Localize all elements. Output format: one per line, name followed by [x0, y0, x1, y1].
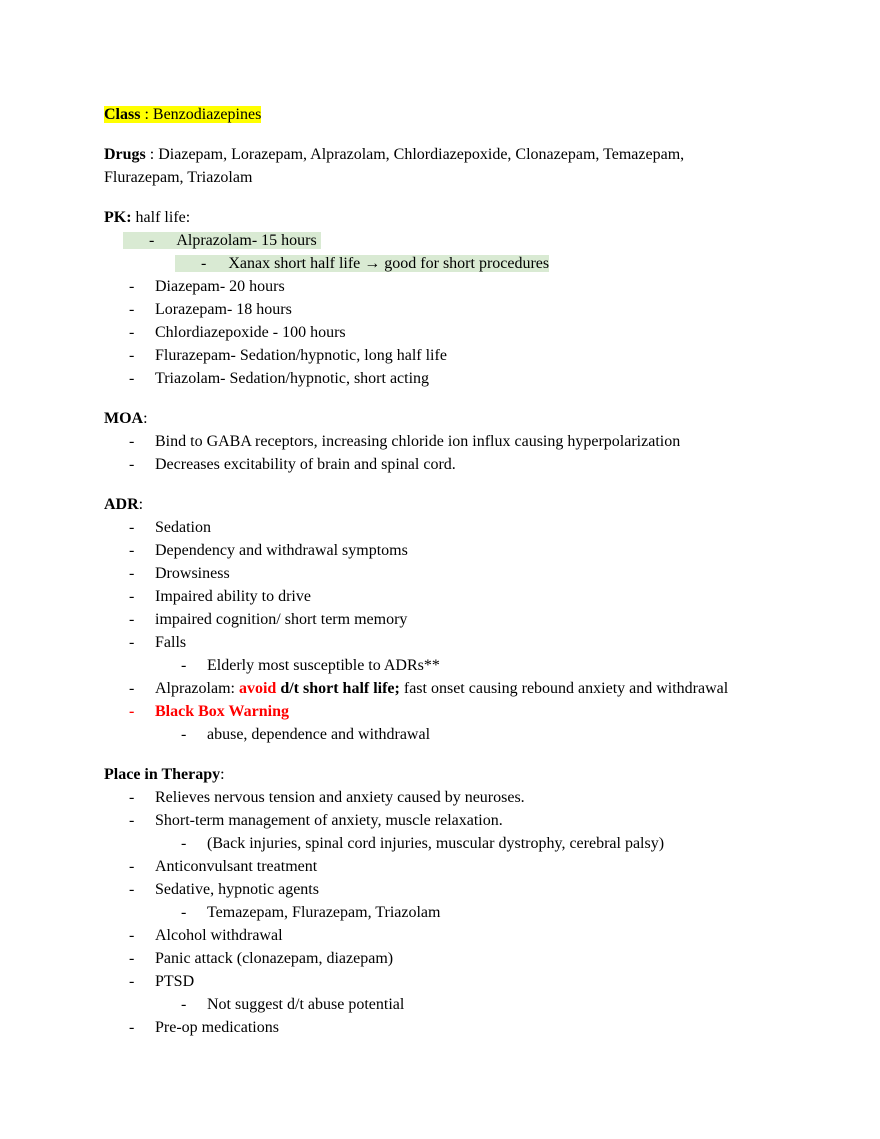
moa-item-text: Decreases excitability of brain and spinal cord. — [155, 456, 456, 473]
list-item — [104, 700, 804, 723]
list-item — [104, 321, 804, 344]
moa-heading — [104, 407, 804, 430]
pk-item-text: Alprazolam- 15 hours — [176, 232, 317, 249]
list-item — [104, 275, 804, 298]
moa-item-text: Bind to GABA receptors, increasing chloride ion influx causing hyperpolarization — [155, 433, 681, 450]
pk-heading — [104, 206, 804, 229]
list-item — [104, 901, 804, 924]
pk-label: PK: — [104, 209, 132, 226]
adr-section — [104, 493, 804, 746]
therapy-label: Place in Therapy — [104, 766, 221, 783]
moa-colon: : — [143, 410, 148, 427]
list-dash: - — [129, 858, 135, 875]
list-dash: - — [129, 1019, 135, 1036]
list-dash: - — [129, 324, 135, 341]
adr-label: ADR — [104, 496, 139, 513]
adr-item-text: Impaired ability to drive — [155, 588, 311, 605]
class-sep: : — [140, 106, 153, 123]
therapy-list — [104, 786, 804, 1039]
drugs-sep: : — [145, 146, 159, 163]
list-item — [104, 562, 804, 585]
list-item — [104, 970, 804, 993]
adr-item-text: Falls — [155, 634, 187, 651]
therapy-colon: : — [220, 766, 225, 783]
class-section — [104, 103, 804, 126]
class-line — [104, 103, 804, 126]
list-item — [104, 654, 804, 677]
adr-item-text: Drowsiness — [155, 565, 230, 582]
therapy-item-text: PTSD — [155, 973, 195, 990]
list-item — [104, 924, 804, 947]
list-item — [104, 430, 804, 453]
adr-heading — [104, 493, 804, 516]
therapy-item-text: Sedative, hypnotic agents — [155, 881, 319, 898]
drugs-value: Diazepam, Lorazepam, Alprazolam, Chlordiazepoxide, Clonazepam, Temazepam, Flurazepam, Triazolam — [104, 146, 685, 186]
list-dash: - — [129, 542, 135, 559]
class-label: Class — [104, 106, 141, 123]
list-dash: - — [129, 565, 135, 582]
list-dash: - — [129, 812, 135, 829]
list-dash: - — [129, 881, 135, 898]
list-item — [104, 832, 804, 855]
moa-label: MOA — [104, 410, 144, 427]
adr-alprazolam-rest: fast onset causing rebound anxiety and withdrawal — [399, 680, 729, 697]
adr-item-text: Dependency and withdrawal symptoms — [155, 542, 408, 559]
list-dash: - — [129, 927, 135, 944]
list-dash: - — [129, 634, 135, 651]
list-dash: - — [129, 703, 135, 720]
list-item — [104, 1016, 804, 1039]
list-dash: - — [181, 657, 187, 674]
pk-item-text: Flurazepam- Sedation/hypnotic, long half life — [155, 347, 447, 364]
drugs-section — [104, 143, 804, 189]
adr-alprazolam-prefix: Alprazolam: — [155, 680, 239, 697]
list-item — [104, 539, 804, 562]
list-item — [104, 453, 804, 476]
list-dash: - — [129, 950, 135, 967]
document-content — [104, 103, 804, 1056]
therapy-item-text: Anticonvulsant treatment — [155, 858, 318, 875]
list-item — [104, 677, 804, 700]
adr-item-text: Elderly most susceptible to ADRs** — [207, 657, 440, 674]
list-item — [104, 516, 804, 539]
pk-list — [104, 229, 804, 390]
list-dash: - — [129, 278, 135, 295]
list-dash: - — [201, 255, 207, 272]
list-dash: - — [129, 347, 135, 364]
list-dash: - — [129, 370, 135, 387]
list-dash: - — [129, 301, 135, 318]
moa-section — [104, 407, 804, 476]
list-item — [104, 855, 804, 878]
therapy-item-text: Not suggest d/t abuse potential — [207, 996, 405, 1013]
pk-section — [104, 206, 804, 390]
pk-item-text: Triazolam- Sedation/hypnotic, short acting — [155, 370, 430, 387]
drugs-line — [104, 143, 764, 189]
list-dash: - — [181, 904, 187, 921]
therapy-item-text: Relieves nervous tension and anxiety caused by neuroses. — [155, 789, 525, 806]
adr-list — [104, 516, 804, 746]
therapy-section — [104, 763, 804, 1039]
pk-item-text: Xanax short half life → good for short procedures — [228, 255, 550, 272]
list-item — [104, 809, 804, 832]
moa-list — [104, 430, 804, 476]
list-item — [104, 878, 804, 901]
list-item — [104, 993, 804, 1016]
list-dash: - — [129, 611, 135, 628]
list-dash: - — [181, 835, 187, 852]
drugs-label: Drugs — [104, 146, 146, 163]
list-item — [104, 229, 804, 252]
list-dash: - — [129, 789, 135, 806]
list-item — [104, 367, 804, 390]
black-box-warning: Black Box Warning — [155, 703, 289, 720]
list-dash: - — [129, 680, 135, 697]
therapy-item-text: Short-term management of anxiety, muscle relaxation. — [155, 812, 503, 829]
list-dash: - — [129, 588, 135, 605]
list-dash: - — [181, 996, 187, 1013]
therapy-heading — [104, 763, 804, 786]
list-item — [104, 608, 804, 631]
list-dash: - — [181, 726, 187, 743]
list-dash: - — [129, 519, 135, 536]
adr-colon: : — [138, 496, 144, 513]
therapy-item-text: Pre-op medications — [155, 1019, 279, 1036]
therapy-item-text: Temazepam, Flurazepam, Triazolam — [207, 904, 441, 921]
list-item — [104, 723, 804, 746]
list-dash: - — [129, 973, 135, 990]
therapy-item-text: Panic attack (clonazepam, diazepam) — [155, 950, 394, 967]
black-box-sub-text: abuse, dependence and withdrawal — [207, 726, 431, 743]
list-item — [104, 298, 804, 321]
pk-item-text: Chlordiazepoxide - 100 hours — [155, 324, 346, 341]
therapy-item-text: Alcohol withdrawal — [155, 927, 283, 944]
pk-item-text: Diazepam- 20 hours — [155, 278, 285, 295]
adr-item-text: Sedation — [155, 519, 211, 536]
list-dash: - — [129, 433, 135, 450]
adr-item-text: impaired cognition/ short term memory — [155, 611, 408, 628]
list-item — [104, 786, 804, 809]
adr-avoid-text: avoid — [238, 680, 277, 697]
therapy-item-text: (Back injuries, spinal cord injuries, muscular dystrophy, cerebral palsy) — [207, 835, 665, 852]
list-item — [104, 585, 804, 608]
list-item — [104, 252, 804, 275]
list-item — [104, 631, 804, 654]
list-item — [104, 344, 804, 367]
pk-item-text: Lorazepam- 18 hours — [155, 301, 292, 318]
adr-alprazolam-bold: d/t short half life; — [276, 680, 400, 697]
list-item — [104, 947, 804, 970]
class-value: Benzodiazepines — [152, 106, 262, 123]
list-dash: - — [149, 232, 155, 249]
list-dash: - — [129, 456, 135, 473]
pk-intro: half life: — [131, 209, 191, 226]
